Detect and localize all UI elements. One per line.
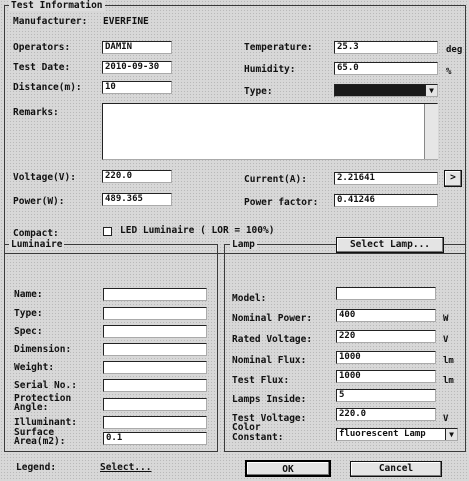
- remarks-label: Remarks:: [13, 107, 59, 118]
- humidity-unit: %: [446, 67, 452, 77]
- test-flux-input[interactable]: 1000: [336, 370, 436, 383]
- lamps-inside-label: Lamps Inside:: [232, 394, 307, 405]
- operators-input[interactable]: DAMIN: [102, 41, 172, 54]
- power-input[interactable]: 489.365: [102, 193, 172, 206]
- read-measurement-button[interactable]: [444, 170, 462, 187]
- temperature-unit: deg: [446, 45, 463, 55]
- led-luminaire-label: LED Luminaire ( LOR = 100%): [120, 225, 275, 236]
- model-input[interactable]: [336, 287, 436, 300]
- luminaire-field-label: Type:: [14, 308, 43, 319]
- compact-label: Compact:: [13, 228, 59, 239]
- luminaire-field-input[interactable]: 0.1: [103, 432, 207, 445]
- voltage-input[interactable]: 220.0: [102, 170, 172, 183]
- luminaire-field-label: Illuminant:: [14, 417, 77, 428]
- nominal-power-input[interactable]: 400: [336, 309, 436, 322]
- nominal-power-unit: W: [443, 314, 449, 324]
- luminaire-field-input[interactable]: [103, 361, 207, 374]
- luminaire-field-input[interactable]: [103, 398, 207, 411]
- type-select[interactable]: [334, 84, 438, 97]
- test-date-input[interactable]: 2010-09-30: [102, 61, 172, 74]
- luminaire-field-input[interactable]: [103, 343, 207, 356]
- temperature-input[interactable]: 25.3: [334, 41, 438, 54]
- luminaire-field-label: Spec:: [14, 326, 43, 337]
- model-label: Model:: [232, 293, 267, 304]
- power-factor-label: Power factor:: [244, 197, 319, 208]
- ok-button[interactable]: OK: [245, 460, 331, 477]
- manufacturer-label: Manufacturer:: [13, 16, 88, 27]
- current-label: Current(A):: [244, 174, 307, 185]
- luminaire-title: Luminaire: [11, 239, 63, 250]
- power-factor-input[interactable]: 0.41246: [334, 194, 438, 207]
- current-input[interactable]: 2.21641: [334, 172, 438, 185]
- distance-label: Distance(m):: [13, 82, 82, 93]
- rated-voltage-unit: V: [443, 335, 449, 345]
- test-date-label: Test Date:: [13, 62, 71, 73]
- lamp-title: Lamp: [232, 239, 255, 250]
- select-lamp-button[interactable]: Select Lamp...: [336, 237, 444, 253]
- operators-label: Operators:: [13, 42, 71, 53]
- temperature-label: Temperature:: [244, 42, 313, 53]
- luminaire-field-label: Dimension:: [14, 344, 72, 355]
- legend-select-link[interactable]: Select...: [100, 462, 152, 473]
- distance-input[interactable]: 10: [102, 81, 172, 94]
- nominal-flux-label: Nominal Flux:: [232, 355, 307, 366]
- luminaire-field-input[interactable]: [103, 325, 207, 338]
- luminaire-field-label: Name:: [14, 289, 43, 300]
- luminaire-field-input[interactable]: [103, 307, 207, 320]
- luminaire-field-input[interactable]: [103, 288, 207, 301]
- luminaire-field-input[interactable]: [103, 416, 207, 429]
- remarks-scrollbar[interactable]: [424, 104, 438, 159]
- voltage-label: Voltage(V):: [13, 172, 76, 183]
- legend-label: Legend:: [16, 462, 57, 473]
- test-flux-label: Test Flux:: [232, 375, 290, 386]
- test-voltage-unit: V: [443, 414, 449, 424]
- test-voltage-input[interactable]: 220.0: [336, 408, 436, 421]
- test-flux-unit: lm: [443, 376, 454, 386]
- led-luminaire-checkbox[interactable]: [103, 227, 112, 236]
- nominal-flux-input[interactable]: 1000: [336, 351, 436, 364]
- color-constant-label: Color Constant:: [232, 422, 284, 443]
- color-constant-select[interactable]: [336, 428, 458, 441]
- rated-voltage-input[interactable]: 220: [336, 330, 436, 343]
- luminaire-field-input[interactable]: [103, 379, 207, 392]
- type-label: Type:: [244, 86, 273, 97]
- remarks-textarea[interactable]: [102, 103, 438, 160]
- nominal-flux-unit: lm: [443, 356, 454, 366]
- rated-voltage-label: Rated Voltage:: [232, 334, 313, 345]
- test-voltage-label: Test Voltage:: [232, 413, 307, 424]
- nominal-power-label: Nominal Power:: [232, 313, 313, 324]
- humidity-input[interactable]: 65.0: [334, 62, 438, 75]
- humidity-label: Humidity:: [244, 64, 296, 75]
- manufacturer-value: EVERFINE: [103, 16, 149, 27]
- chevron-down-icon[interactable]: ▼: [445, 429, 457, 440]
- luminaire-field-label: Serial No.:: [14, 380, 77, 391]
- luminaire-field-label: Surface Area(m2):: [14, 427, 66, 447]
- arrow-right-icon: >: [450, 172, 456, 183]
- luminaire-field-label: Protection Angle:: [14, 393, 72, 413]
- test-information-title: Test Information: [11, 0, 103, 11]
- luminaire-field-label: Weight:: [14, 362, 55, 373]
- chevron-down-icon[interactable]: ▼: [425, 85, 437, 96]
- color-constant-value: fluorescent Lamp: [339, 429, 426, 439]
- cancel-button[interactable]: Cancel: [350, 461, 442, 477]
- power-label: Power(W):: [13, 196, 65, 207]
- lamps-inside-input[interactable]: 5: [336, 389, 436, 402]
